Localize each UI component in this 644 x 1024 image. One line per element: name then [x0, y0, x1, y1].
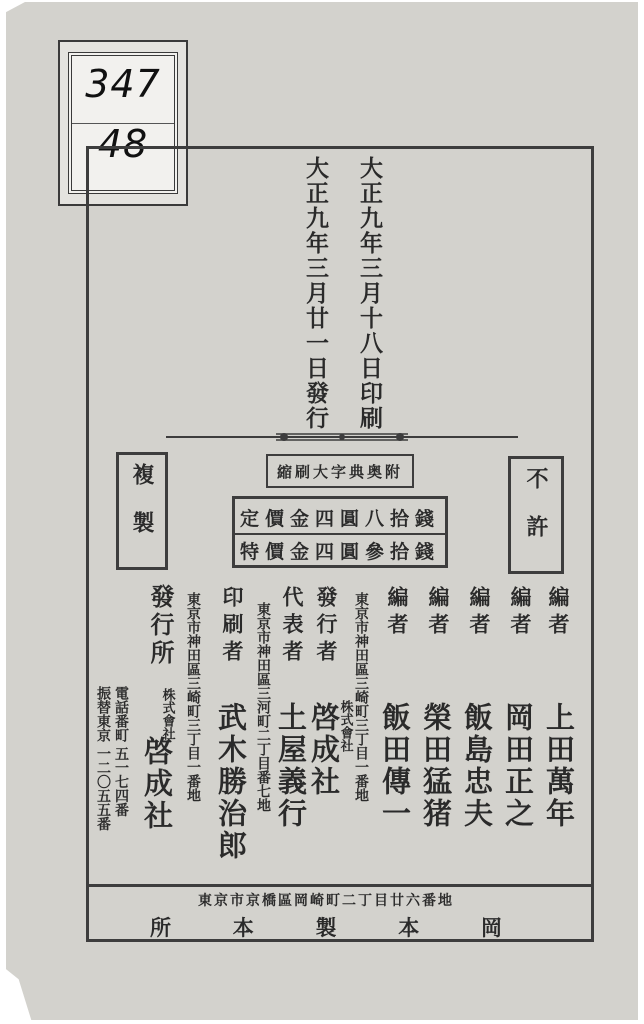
bottom-divider — [86, 884, 594, 887]
binder-name-char: 本 — [398, 915, 420, 940]
editor-name-4: 榮田猛猪 — [419, 702, 453, 830]
binder-name-char: 本 — [232, 915, 254, 940]
editor-role-4: 編者 — [426, 586, 451, 640]
publisher-address: 東京市神田區三崎町三丁目一番地 — [353, 592, 369, 802]
appendix-title: 縮刷大字典奥附 — [276, 462, 403, 481]
ornamental-rule — [166, 430, 518, 444]
editor-name-1: 上田萬年 — [542, 702, 576, 830]
printer-name: 武木勝治郎 — [214, 702, 248, 862]
binder-name-char: 製 — [315, 915, 337, 940]
printer-address: 東京市神田區三崎町三丁目一番地 — [185, 592, 201, 802]
appendix-title-box — [266, 454, 414, 488]
editor-name-2: 岡田正之 — [501, 702, 535, 830]
printer-role: 印刷者 — [220, 586, 245, 667]
binder-name-char: 所 — [150, 915, 171, 940]
publishing-house-role: 發行所 — [146, 584, 175, 668]
price-box — [232, 496, 448, 568]
editor-name-5: 飯田傳一 — [378, 702, 412, 830]
print-date: 大正九年三月十八日印刷 — [356, 156, 383, 431]
binder-name-char: 岡 — [481, 915, 502, 940]
publisher-name: 啓成社 — [307, 702, 341, 798]
representative-address: 東京市神田區三河町二丁目番七地 — [255, 602, 271, 812]
representative-role: 代表者 — [280, 586, 305, 667]
representative-name: 土屋義行 — [274, 702, 308, 830]
publisher-corp: 株式會社 — [337, 700, 353, 752]
publishing-house-transfer: 振替東京 一二〇五五番 — [95, 686, 111, 831]
binder-name — [150, 912, 502, 942]
call-number-bottom: 48 — [97, 122, 149, 166]
publishing-house-corp: 株式會社 — [159, 688, 175, 740]
regular-price: 定價金四圓八拾錢 — [235, 501, 445, 535]
fukusei-box — [116, 452, 168, 570]
binder-address: 東京市京橋區岡崎町二丁目廿六番地 — [198, 893, 454, 909]
fukyo-box — [508, 456, 564, 574]
call-number-top: 347 — [85, 62, 161, 106]
editor-role-2: 編者 — [508, 586, 533, 640]
editor-role-5: 編者 — [385, 586, 410, 640]
fukusei-text: 複製 — [129, 463, 155, 559]
fukyo-text: 不許 — [523, 467, 549, 563]
editor-role-3: 編者 — [467, 586, 492, 640]
special-price: 特價金四圓參拾錢 — [239, 540, 440, 563]
editor-name-3: 飯島忠夫 — [460, 702, 494, 830]
publishing-house-name: 啓成社 — [140, 736, 174, 832]
editor-role-1: 編者 — [546, 586, 571, 640]
issue-date: 大正九年三月廿一日發行 — [302, 156, 329, 431]
publisher-role: 發行者 — [314, 586, 339, 667]
publishing-house-phone: 電話番町 五一七四番 — [113, 686, 129, 817]
